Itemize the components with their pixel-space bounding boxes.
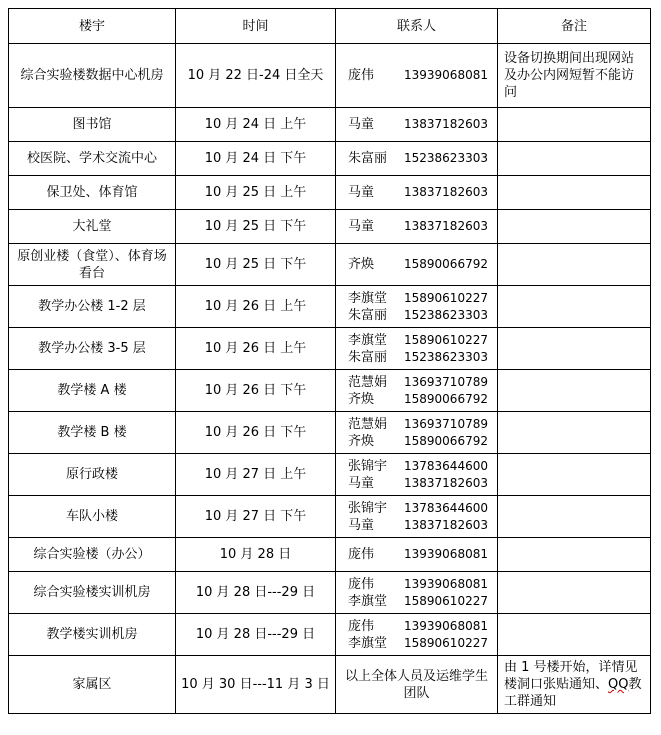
contact-cell xyxy=(336,244,498,286)
contact-phone: 15890066792 xyxy=(404,391,488,406)
time-cell: 10 月 28 日 xyxy=(176,538,336,572)
contact-phone: 15890066792 xyxy=(404,433,488,448)
contact-entry xyxy=(348,517,493,534)
note-cell: 设备切换期间出现网站及办公内网短暂不能访问 xyxy=(498,44,651,108)
table-row xyxy=(9,44,651,108)
contact-name: 朱富丽 xyxy=(348,307,388,323)
contact-phone: 13783644600 xyxy=(404,458,488,473)
contact-phone: 13837182603 xyxy=(404,517,488,532)
contact-entry xyxy=(348,635,493,652)
contact-entry xyxy=(348,116,493,133)
note-cell xyxy=(498,614,651,656)
time-cell: 10 月 25 日 上午 xyxy=(176,176,336,210)
note-cell xyxy=(498,176,651,210)
contact-entry xyxy=(348,349,493,366)
contact-entry xyxy=(348,307,493,324)
contact-entry xyxy=(348,184,493,201)
building-cell: 图书馆 xyxy=(9,108,176,142)
contact-name: 马童 xyxy=(348,475,375,491)
table-row xyxy=(9,176,651,210)
time-cell: 10 月 27 日 上午 xyxy=(176,454,336,496)
note-cell xyxy=(498,656,651,714)
building-cell: 教学办公楼 3-5 层 xyxy=(9,328,176,370)
schedule-table-wrapper xyxy=(8,8,651,714)
building-cell: 保卫处、体育馆 xyxy=(9,176,176,210)
contact-name: 马童 xyxy=(348,185,375,200)
building-cell: 综合实验楼数据中心机房 xyxy=(9,44,176,108)
contact-name: 庞伟 xyxy=(348,618,375,634)
contact-cell xyxy=(336,286,498,328)
header-note: 备注 xyxy=(498,9,651,44)
contact-cell xyxy=(336,210,498,244)
contact-cell xyxy=(336,572,498,614)
note-qq: QQ xyxy=(608,677,629,692)
time-cell: 10 月 24 日 下午 xyxy=(176,142,336,176)
contact-cell xyxy=(336,176,498,210)
contact-entry xyxy=(348,374,493,391)
contact-name: 庞伟 xyxy=(348,68,375,83)
note-cell xyxy=(498,286,651,328)
network-switch-schedule-table xyxy=(8,8,651,714)
time-cell: 10 月 22 日-24 日全天 xyxy=(176,44,336,108)
contact-entry xyxy=(348,256,493,273)
contact-entry xyxy=(348,150,493,167)
table-row xyxy=(9,108,651,142)
contact-entry xyxy=(348,391,493,408)
table-header-row xyxy=(9,9,651,44)
building-cell: 原创业楼（食堂）、体育场看台 xyxy=(9,244,176,286)
contact-phone: 13837182603 xyxy=(404,475,488,490)
building-cell: 教学楼 A 楼 xyxy=(9,370,176,412)
contact-phone: 13939068081 xyxy=(404,68,488,82)
time-cell: 10 月 26 日 上午 xyxy=(176,286,336,328)
note-tail: 教工群通知 xyxy=(504,677,642,709)
contact-phone: 15890610227 xyxy=(404,290,488,305)
time-cell: 10 月 28 日---29 日 xyxy=(176,572,336,614)
table-row xyxy=(9,142,651,176)
contact-entry xyxy=(348,416,493,433)
contact-name: 马童 xyxy=(348,117,375,132)
building-cell: 原行政楼 xyxy=(9,454,176,496)
header-building: 楼宇 xyxy=(9,9,176,44)
contact-cell: 以上全体人员及运维学生团队 xyxy=(336,656,498,714)
note-cell xyxy=(498,454,651,496)
contact-name: 范慧娟 xyxy=(348,374,388,390)
contact-name: 朱富丽 xyxy=(348,151,388,166)
building-cell: 教学楼实训机房 xyxy=(9,614,176,656)
contact-cell xyxy=(336,412,498,454)
contact-phone: 13939068081 xyxy=(404,547,488,561)
building-cell: 大礼堂 xyxy=(9,210,176,244)
contact-phone: 13939068081 xyxy=(404,618,488,633)
contact-entry xyxy=(348,332,493,349)
contact-phone: 13837182603 xyxy=(404,117,488,131)
contact-name: 李旗堂 xyxy=(348,290,388,306)
contact-phone: 15238623303 xyxy=(404,151,488,165)
table-row xyxy=(9,614,651,656)
building-cell: 教学办公楼 1-2 层 xyxy=(9,286,176,328)
contact-entry xyxy=(348,458,493,475)
contact-cell xyxy=(336,370,498,412)
contact-cell xyxy=(336,142,498,176)
header-contact: 联系人 xyxy=(336,9,498,44)
contact-name: 齐焕 xyxy=(348,257,375,272)
contact-name: 朱富丽 xyxy=(348,349,388,365)
time-cell: 10 月 26 日 下午 xyxy=(176,412,336,454)
contact-name: 庞伟 xyxy=(348,547,375,562)
contact-entry xyxy=(348,618,493,635)
contact-phone: 13693710789 xyxy=(404,374,488,389)
contact-phone: 13939068081 xyxy=(404,576,488,591)
contact-name: 李旗堂 xyxy=(348,332,388,348)
building-cell: 车队小楼 xyxy=(9,496,176,538)
time-cell: 10 月 27 日 下午 xyxy=(176,496,336,538)
contact-entry xyxy=(348,218,493,235)
contact-name: 齐焕 xyxy=(348,433,375,449)
contact-entry xyxy=(348,500,493,517)
contact-phone: 13837182603 xyxy=(404,185,488,199)
note-text: 由 1 号楼开始，详情见楼洞口张贴通知、 xyxy=(504,660,638,692)
time-cell: 10 月 26 日 上午 xyxy=(176,328,336,370)
contact-phone: 13693710789 xyxy=(404,416,488,431)
note-cell xyxy=(498,210,651,244)
table-row xyxy=(9,572,651,614)
contact-entry xyxy=(348,475,493,492)
note-cell xyxy=(498,496,651,538)
table-row xyxy=(9,538,651,572)
table-row xyxy=(9,244,651,286)
contact-phone: 15238623303 xyxy=(404,307,488,322)
note-cell xyxy=(498,142,651,176)
contact-name: 张锦宇 xyxy=(348,500,388,516)
building-cell: 综合实验楼实训机房 xyxy=(9,572,176,614)
note-cell xyxy=(498,412,651,454)
contact-name: 张锦宇 xyxy=(348,458,388,474)
time-cell: 10 月 25 日 下午 xyxy=(176,210,336,244)
time-cell: 10 月 25 日 下午 xyxy=(176,244,336,286)
contact-cell xyxy=(336,538,498,572)
contact-name: 李旗堂 xyxy=(348,635,388,651)
contact-cell xyxy=(336,496,498,538)
time-cell: 10 月 26 日 下午 xyxy=(176,370,336,412)
contact-name: 庞伟 xyxy=(348,576,375,592)
contact-cell xyxy=(336,108,498,142)
note-cell xyxy=(498,108,651,142)
contact-name: 齐焕 xyxy=(348,391,375,407)
note-cell xyxy=(498,538,651,572)
building-cell: 综合实验楼（办公） xyxy=(9,538,176,572)
contact-entry xyxy=(348,576,493,593)
contact-phone: 13837182603 xyxy=(404,219,488,233)
contact-entry xyxy=(348,67,493,84)
building-cell: 校医院、学术交流中心 xyxy=(9,142,176,176)
time-cell: 10 月 30 日---11 月 3 日 xyxy=(176,656,336,714)
contact-entry xyxy=(348,290,493,307)
contact-phone: 13783644600 xyxy=(404,500,488,515)
note-cell xyxy=(498,244,651,286)
contact-phone: 15890610227 xyxy=(404,332,488,347)
table-row xyxy=(9,412,651,454)
contact-phone: 15890610227 xyxy=(404,635,488,650)
table-row xyxy=(9,656,651,714)
building-cell: 教学楼 B 楼 xyxy=(9,412,176,454)
table-row xyxy=(9,496,651,538)
time-cell: 10 月 24 日 上午 xyxy=(176,108,336,142)
table-row xyxy=(9,370,651,412)
contact-cell xyxy=(336,44,498,108)
table-body xyxy=(9,44,651,714)
note-cell xyxy=(498,370,651,412)
contact-phone: 15890610227 xyxy=(404,593,488,608)
table-row xyxy=(9,328,651,370)
note-cell xyxy=(498,572,651,614)
contact-entry xyxy=(348,546,493,563)
contact-phone: 15238623303 xyxy=(404,349,488,364)
note-cell xyxy=(498,328,651,370)
contact-name: 李旗堂 xyxy=(348,593,388,609)
contact-cell xyxy=(336,454,498,496)
contact-entry xyxy=(348,593,493,610)
table-row xyxy=(9,286,651,328)
contact-name: 马童 xyxy=(348,219,375,234)
contact-entry xyxy=(348,433,493,450)
contact-name: 马童 xyxy=(348,517,375,533)
table-row xyxy=(9,210,651,244)
contact-cell xyxy=(336,614,498,656)
header-time: 时间 xyxy=(176,9,336,44)
building-cell: 家属区 xyxy=(9,656,176,714)
table-row xyxy=(9,454,651,496)
contact-name: 范慧娟 xyxy=(348,416,388,432)
contact-cell xyxy=(336,328,498,370)
time-cell: 10 月 28 日---29 日 xyxy=(176,614,336,656)
contact-phone: 15890066792 xyxy=(404,257,488,271)
